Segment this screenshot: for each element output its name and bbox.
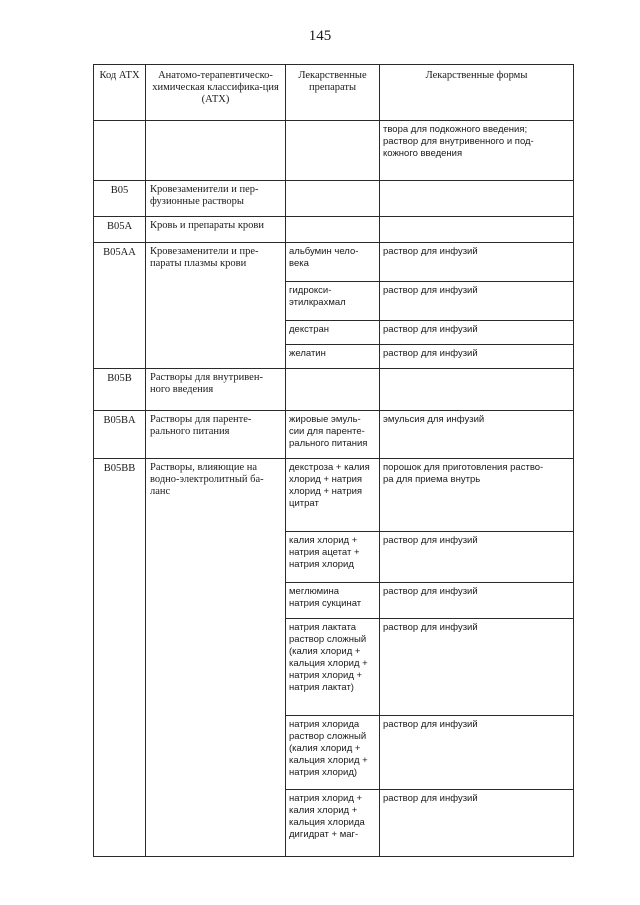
cell-classification: [146, 181, 286, 217]
drug-line: натрия сукцинат: [289, 598, 362, 609]
table-row: [94, 411, 574, 459]
cell-drug: [286, 583, 380, 619]
cell-drug: [286, 790, 380, 857]
cell-drug: [286, 369, 380, 411]
drug-line: натрия хлорид +: [289, 793, 363, 804]
cell-classification: [146, 121, 286, 181]
drug-line: этилкрахмал: [289, 297, 346, 308]
form-line: раствор для внутривенного и под-: [383, 136, 534, 147]
drug-line: (калия хлорид +: [289, 743, 361, 754]
form-line: раствор для инфузий: [383, 793, 478, 804]
name-line: водно-электролитный ба-: [150, 474, 264, 485]
name-line: Растворы, влияющие на: [150, 462, 258, 473]
form-line: раствор для инфузий: [383, 586, 478, 597]
cell-classification: [146, 411, 286, 459]
table-row: [94, 369, 574, 411]
cell-form: эмульсия для инфузий: [380, 411, 574, 459]
cell-form: [380, 121, 574, 181]
cell-form: [380, 181, 574, 217]
drug-line: натрия лактата: [289, 622, 356, 633]
drug-line: хлорид + натрия: [289, 486, 363, 497]
cell-form: раствор для инфузий: [380, 243, 574, 282]
table-header-row: [94, 65, 574, 121]
table-row: [94, 121, 574, 181]
cell-drug: [286, 243, 380, 282]
drug-line: натрия лактат): [289, 682, 354, 693]
table-row: [94, 243, 574, 282]
cell-drug: [286, 321, 380, 345]
form-line: ра для приема внутрь: [383, 474, 481, 485]
cell-form: [380, 459, 574, 532]
drug-line: меглюмина: [289, 586, 340, 597]
name-line: фузионные растворы: [150, 196, 244, 207]
form-line: порошок для приготовления раство-: [383, 462, 544, 473]
drug-line: цитрат: [289, 498, 319, 509]
atx-table: [93, 64, 574, 857]
page-number: 145: [308, 28, 332, 44]
cell-code: B05BB: [94, 459, 146, 857]
cell-form: [380, 790, 574, 857]
table-row: [94, 181, 574, 217]
drug-line: натрия хлорид: [289, 559, 354, 570]
cell-form: [380, 532, 574, 583]
cell-classification: [146, 243, 286, 369]
drug-line: натрия хлорид +: [289, 670, 363, 681]
cell-form: [380, 217, 574, 243]
header-classification: Анатомо-терапевтическо-химическая классифика-ция (АТХ): [146, 65, 286, 121]
cell-form: [380, 369, 574, 411]
cell-classification: [146, 459, 286, 857]
drug-line: декстроза + калия: [289, 462, 370, 473]
name-line: Растворы для внутривен-: [150, 372, 263, 383]
drug-line: желатин: [289, 348, 326, 359]
cell-form: [380, 583, 574, 619]
cell-form: раствор для инфузий: [380, 282, 574, 321]
drug-line: сии для паренте-: [289, 426, 365, 437]
cell-code: [94, 121, 146, 181]
drug-line: калия хлорид +: [289, 535, 358, 546]
cell-drug: [286, 181, 380, 217]
cell-drug: [286, 619, 380, 716]
drug-line: натрия хлорид): [289, 767, 358, 778]
cell-drug: [286, 121, 380, 181]
cell-drug: [286, 716, 380, 790]
name-line: ланс: [150, 486, 171, 497]
drug-line: раствор сложный: [289, 731, 367, 742]
form-line: твора для подкожного введения;: [383, 124, 528, 135]
drug-line: кальция хлорида: [289, 817, 365, 828]
form-line: раствор для инфузий: [383, 535, 478, 546]
drug-line: гидрокси-: [289, 285, 332, 296]
cell-form: [380, 716, 574, 790]
cell-classification: [146, 369, 286, 411]
table-row: [94, 459, 574, 532]
form-line: раствор для инфузий: [383, 622, 478, 633]
drug-line: декстран: [289, 324, 330, 335]
drug-line: жировые эмуль-: [289, 414, 361, 425]
cell-form: раствор для инфузий: [380, 321, 574, 345]
header-forms: Лекарственные формы: [380, 65, 574, 121]
header-code: Код АТХ: [94, 65, 146, 121]
drug-line: альбумин чело-: [289, 246, 359, 257]
name-line: ного введения: [150, 384, 214, 395]
form-line: кожного введения: [383, 148, 463, 159]
drug-line: калия хлорид +: [289, 805, 358, 816]
cell-form: раствор для инфузий: [380, 345, 574, 369]
drug-line: кальция хлорид +: [289, 658, 368, 669]
cell-code: B05BA: [94, 411, 146, 459]
cell-drug: [286, 282, 380, 321]
form-line: раствор для инфузий: [383, 719, 478, 730]
drug-line: века: [289, 258, 309, 269]
name-line: параты плазмы крови: [150, 258, 247, 269]
header-drugs: Лекарственные препараты: [286, 65, 380, 121]
cell-drug: [286, 411, 380, 459]
drug-line: натрия хлорида: [289, 719, 360, 730]
drug-line: раствор сложный: [289, 634, 367, 645]
name-line: Растворы для паренте-: [150, 414, 252, 425]
cell-code: B05AA: [94, 243, 146, 369]
cell-code: B05B: [94, 369, 146, 411]
drug-line: хлорид + натрия: [289, 474, 363, 485]
cell-code: B05A: [94, 217, 146, 243]
name-line: рального питания: [150, 426, 230, 437]
cell-drug: [286, 532, 380, 583]
cell-code: B05: [94, 181, 146, 217]
drug-line: натрия ацетат +: [289, 547, 360, 558]
drug-line: рального питания: [289, 438, 368, 449]
table-row: [94, 217, 574, 243]
cell-drug: [286, 217, 380, 243]
drug-line: дигидрат + маг-: [289, 829, 359, 840]
drug-line: кальция хлорид +: [289, 755, 368, 766]
cell-form: [380, 619, 574, 716]
cell-drug: [286, 459, 380, 532]
drug-line: (калия хлорид +: [289, 646, 361, 657]
name-line: Кровезаменители и пер-: [150, 184, 259, 195]
name-line: Кровезаменители и пре-: [150, 246, 259, 257]
cell-classification: Кровь и препараты крови: [146, 217, 286, 243]
cell-drug: [286, 345, 380, 369]
